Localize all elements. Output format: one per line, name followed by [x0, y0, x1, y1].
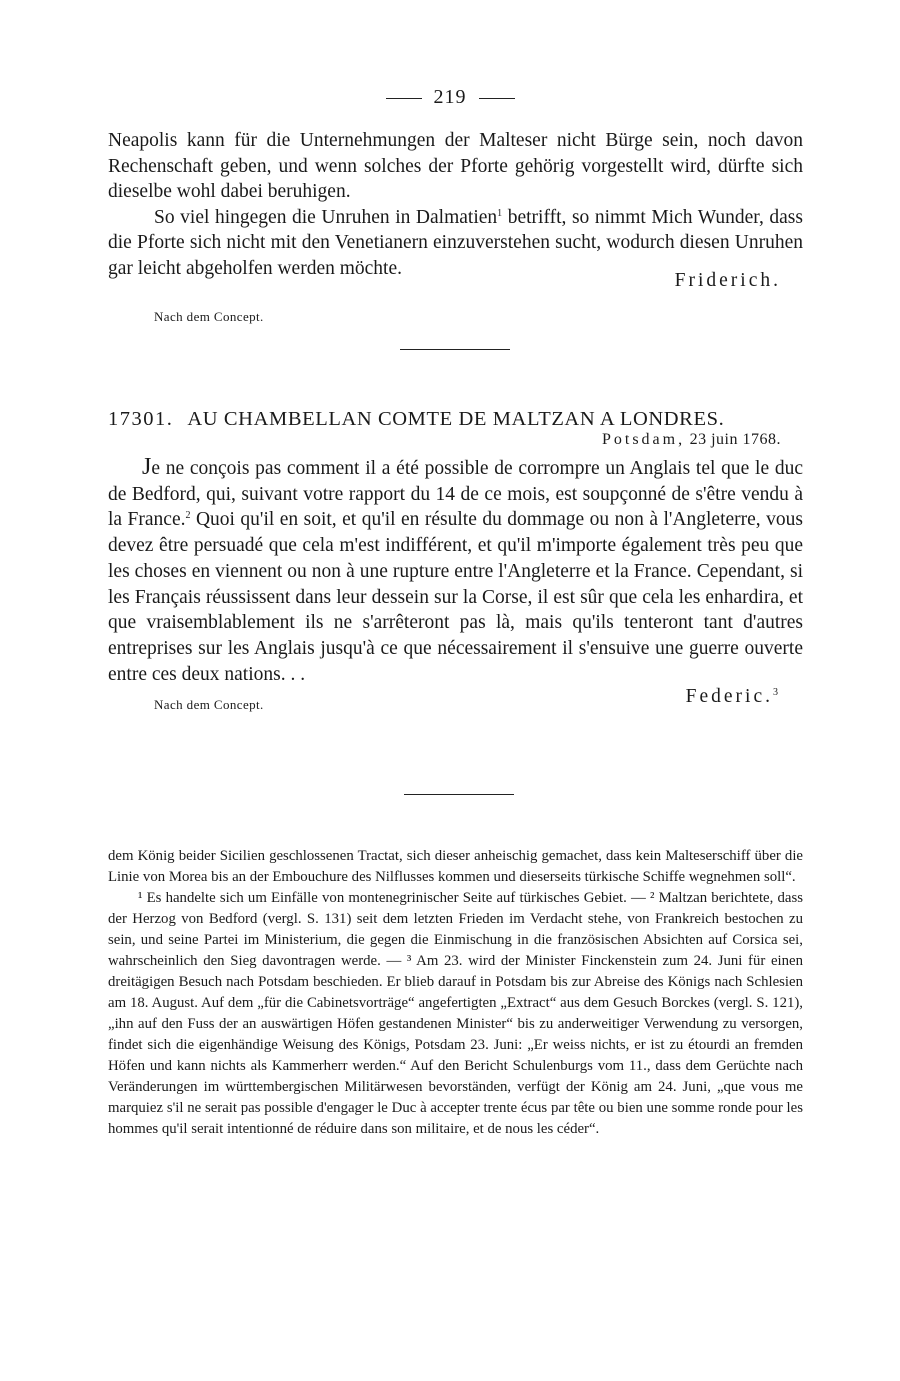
- page-number-dash-left: [386, 98, 422, 99]
- paragraph-2-text-a: So viel hingegen die Unruhen in Dalmatien: [154, 206, 498, 228]
- letter-signature-text: Federic.: [685, 686, 773, 708]
- page-number: [0, 86, 900, 109]
- previous-letter-signature: Friderich.: [674, 269, 781, 291]
- section-divider-1: [400, 349, 510, 350]
- previous-letter-signature-row: [108, 269, 803, 304]
- section-divider-2: [404, 794, 514, 795]
- page-number-value: 219: [433, 86, 467, 108]
- page-number-dash-right: [479, 98, 515, 99]
- footnote-marker-3: 3: [773, 687, 781, 699]
- letter-text-part-2: Quoi qu'il en soit, et qu'il en résulte du dommage ou non à l'Angleterre, vous devez être persuadé que cela m'est indifférent, et qu'il m'importe également très peu que les choses en viennent ou non à une rupture entre l'Angleterre et la France. Cependant, si les Français réussissent dans leur dessein sur la Corse, il est sûr que cela les enhardira, et que vraisemblablement ils ne s'arrêteront pas là, mais qu'ils tenteront tant d'autres entreprises sur les Anglais jusqu'à ce que nécessairement il s'ensuive une guerre ouverte entre ces deux nations. . .: [108, 509, 803, 685]
- footnote-marker-1: 1: [497, 207, 503, 219]
- letter-date: 23 juin 1768.: [689, 431, 781, 448]
- previous-letter-source-note: Nach dem Concept.: [154, 308, 264, 324]
- footnote-marker-2: 2: [185, 510, 191, 522]
- letter-footer-row: [108, 687, 803, 711]
- paragraph-2-text-b: betrifft, so nimmt Mich Wunder, dass die Pforte sich nicht mit den Venetianern einzuverstehen sucht, wodurch diesen Unruhen gar leicht abgeholfen werden möchte.: [108, 206, 803, 279]
- letter-place: Potsdam,: [601, 431, 686, 448]
- previous-letter-paragraph-1: Neapolis kann für die Unternehmungen der Malteser nicht Bürge sein, noch davon Rechenschaft geben, und wenn solches der Pforte gehörig vorgestellt wird, dürfte sich dieselbe wohl dabei beruhigen.: [108, 130, 803, 203]
- letter-body: [108, 455, 803, 687]
- letter-text-part-1: e ne conçois pas comment il a été possible de corrompre un Anglais tel que le duc de Bedford, qui, suivant votre rapport du 14 de ce mois, est soupçonné de s'être vendu à la France.: [108, 458, 803, 531]
- footnotes: [108, 846, 803, 1140]
- letter-17301: [108, 408, 803, 711]
- letter-initial: J: [142, 454, 152, 480]
- footnotes-text: ¹ Es handelte sich um Einfälle von montenegrinischer Seite auf türkisches Gebiet. — ² Maltzan berichtete, dass der Herzog von Bedford (vergl. S. 131) seit dem letzten Frieden im Verdacht stehe, von Frankreich bestochen zu sein, und seine Partei im Ministerium, die gegen die Einmischung in die französischen Absichten auf Corsica sei, wahrscheinlich den Sieg davontragen werde. — ³ Am 23. wird der Minister Finckenstein zum 24. Juni für einen dreitägigen Besuch nach Potsdam beschieden. Er blieb darauf in Potsdam bis zur Abreise des Königs nach Schlesien am 18. August. Auf dem „für die Cabinetsvorträge“ angefertigten „Extract“ aus dem Gesuch Borckes (vergl. S. 121), „ihn auf den Fuss der an auswärtigen Höfen gestandenen Minister“ bis zu anderweitiger Verwendung zu versorgen, findet sich die eigenhändige Weisung des Königs, Potsdam 23. Juni: „Er weiss nichts, er ist zu étourdi an fremden Höfen und kann nichts als Kammerherr werden.“ Auf den Bericht Schulenburgs vom 11., dass dem Gerüchte nach Veränderungen im württembergischen Militärwesen bevorständen, verfügt der König am 24. Juni, „que vous me marquiez s'il ne serait pas possible d'engager le Duc à accepter trente écus par tête ou bien une somme ronde pour les hommes qu'il serait intentionné de réduire dans son militaire, et de nous les céder“.: [108, 890, 803, 1137]
- letter-signature: [686, 686, 781, 708]
- footnote-continuation: dem König beider Sicilien geschlossenen Tractat, sich dieser anheischig gemachet, dass kein Malteserschiff über die Linie von Morea bis an der Embouchure des Nilflusses kommen und dieserseits türkische Schiffe wegnehmen soll“.: [108, 848, 803, 885]
- previous-letter-body: [108, 128, 803, 329]
- letter-source-note: Nach dem Concept.: [154, 697, 264, 713]
- letter-recipient: AU CHAMBELLAN COMTE DE MALTZAN A LONDRES.: [187, 408, 725, 430]
- letter-heading: [108, 408, 803, 431]
- letter-place-date: [108, 431, 781, 449]
- letter-number: 17301.: [108, 408, 174, 430]
